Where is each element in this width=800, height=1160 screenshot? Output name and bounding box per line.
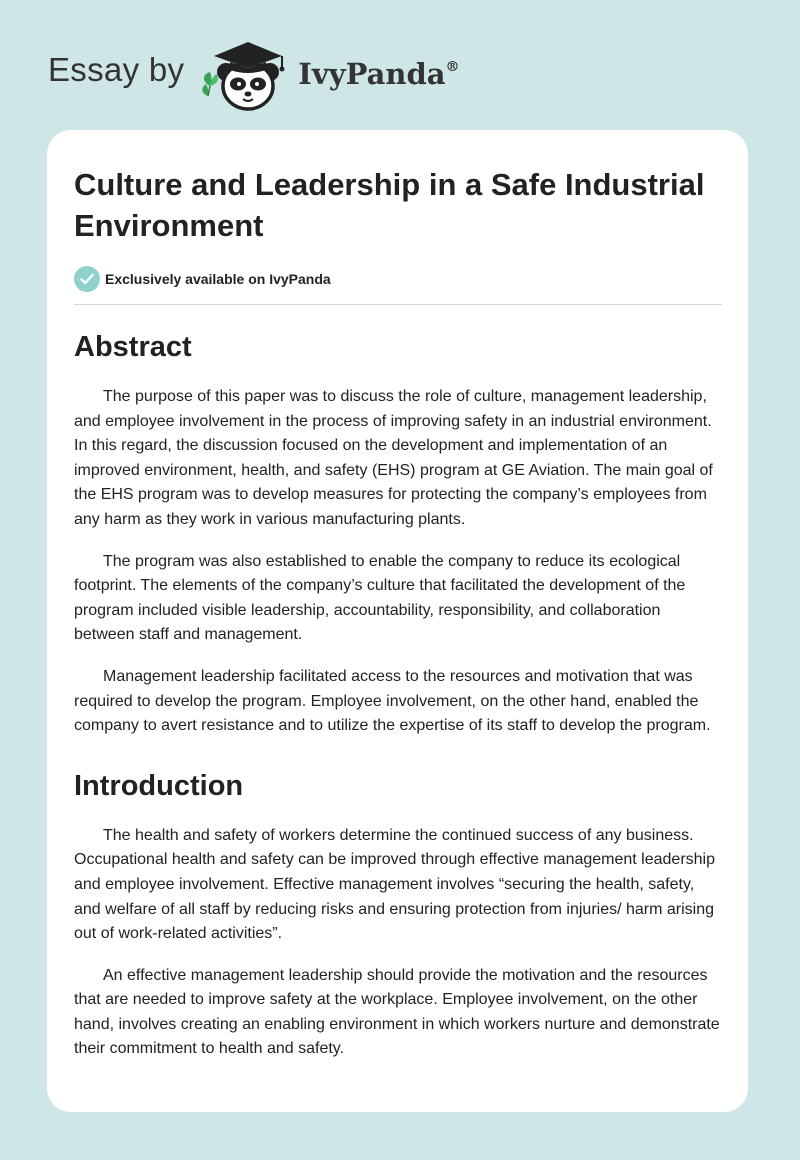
paragraph: Management leadership facilitated access to the resources and motivation that was required to develop the program. Employee involvement, on the other hand, enabled the company to avert resistance and to utilize the expertise of its staff to develop the program. [74, 667, 711, 735]
panda-graduate-logo-icon[interactable] [198, 34, 294, 114]
registered-mark: ® [445, 59, 460, 76]
paragraph: The health and safety of workers determine the continued success of any business. Occupational health and safety can be improved through effective management leadership and employee involvement. Effective management involves “securing the health, safety, and welfare of all staff by reducing risks and ensuring protection from injuries/ harm arising out of work-related activities”. [74, 826, 715, 943]
divider [74, 304, 722, 305]
paragraph: The program was also established to enable the company to reduce its ecological footprint. The elements of the company’s culture that facilitated the development of the program included visible leadership, accountability, responsibility, and collaboration between staff and management. [74, 552, 686, 644]
paragraph: The purpose of this paper was to discuss the role of culture, management leadership, and employee involvement in the process of improving safety in an industrial environment. In this regard, the discussion focused on the development and implementation of an improved environment, health, and safety (EHS) program at GE Aviation. The main goal of the EHS program was to develop measures for protecting the company’s employees from any harm as they work in various manufacturing plants. [74, 388, 713, 528]
paragraph: An effective management leadership should provide the motivation and the resources that are needed to improve safety at the workplace. Employee involvement, on the other hand, involves creating an enabling environment in which workers nurture and demonstrate their commitment to health and safety. [74, 966, 720, 1058]
essay-by-label: Essay by [48, 51, 185, 88]
site-header [48, 34, 460, 114]
page-title: Culture and Leadership in a Safe Industrial Environment [74, 167, 705, 243]
introduction-section [74, 769, 722, 1062]
check-circle-icon [74, 266, 100, 292]
exclusive-badge [74, 266, 722, 292]
essay-card [47, 130, 748, 1112]
abstract-section [74, 330, 722, 739]
exclusive-label: Exclusively available on IvyPanda [105, 271, 331, 287]
brand-name[interactable]: IvyPanda® [298, 57, 460, 91]
section-heading: Introduction [74, 769, 244, 802]
section-heading: Abstract [74, 331, 192, 363]
